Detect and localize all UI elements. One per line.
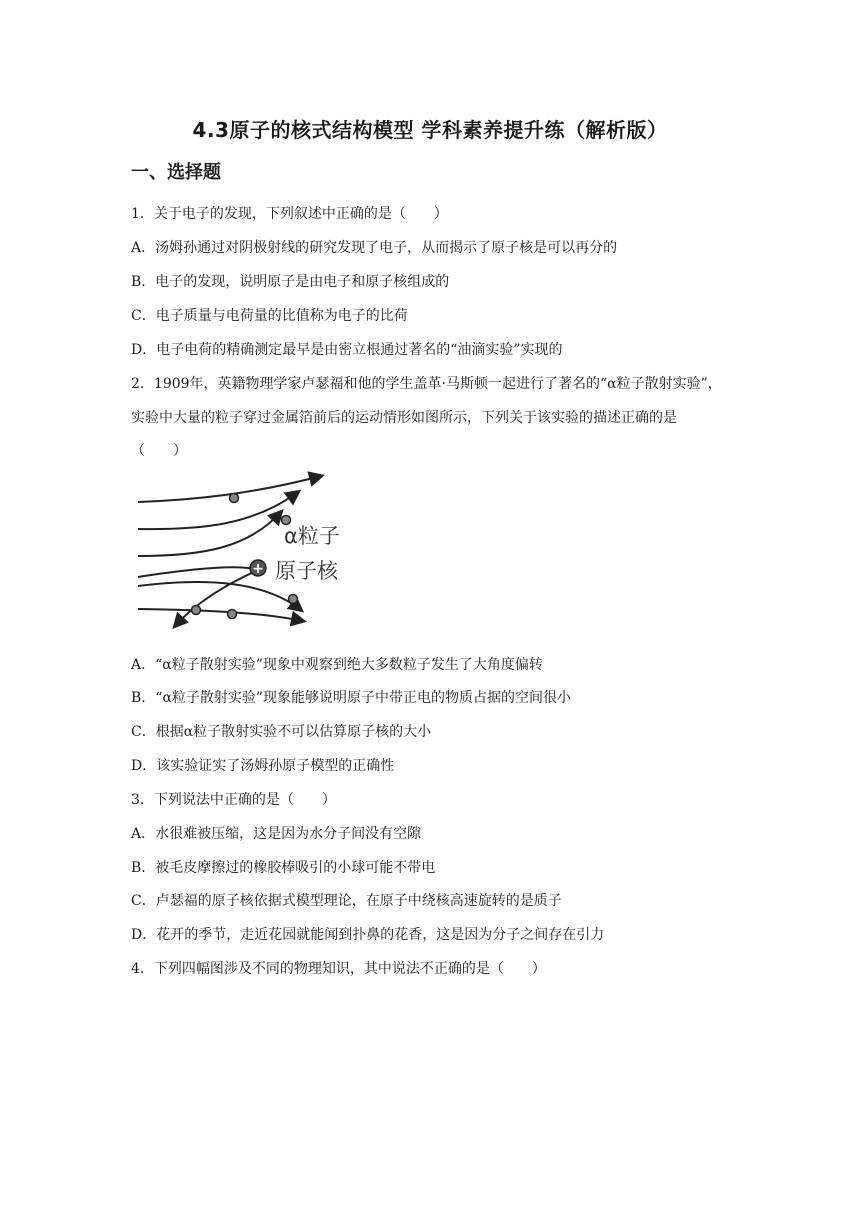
section-heading: 一、选择题 — [131, 162, 221, 183]
alpha-particle-1 — [230, 494, 239, 503]
trajectory-2 — [138, 492, 298, 529]
alpha-particle-4 — [228, 610, 237, 619]
alpha-particle-5 — [289, 595, 298, 604]
trajectory-3 — [138, 512, 281, 556]
question-1-option-a: A．汤姆孙通过对阴极射线的研究发现了电子，从而揭示了原子核是可以再分的 — [131, 240, 618, 256]
question-1-option-d: D．电子电荷的精确测定最早是由密立根通过著名的“油滴实验”实现的 — [131, 342, 563, 358]
document-title: 4.3原子的核式结构模型 学科素养提升练（解析版） — [192, 118, 668, 142]
question-2-option-a: A．“α粒子散射实验”现象中观察到绝大多数粒子发生了大角度偏转 — [131, 657, 543, 673]
question-2-stem-line-2: 实验中大量的粒子穿过金属箔前后的运动情形如图所示，下列关于该实验的描述正确的是 — [131, 410, 677, 426]
nucleus-label: 原子核 — [275, 559, 338, 583]
question-1-stem: 1．关于电子的发现，下列叙述中正确的是（ ） — [131, 206, 448, 222]
question-2-option-b: B．“α粒子散射实验”现象能够说明原子中带正电的物质占据的空间很小 — [131, 690, 572, 706]
trajectory-6 — [138, 609, 303, 621]
question-2-stem-line-1: 2．1909年，英籍物理学家卢瑟福和他的学生盖革·马斯顿一起进行了著名的“α粒子散射实验”， — [131, 376, 722, 392]
alpha-scattering-figure — [133, 470, 373, 632]
alpha-particle-label: α粒子 — [284, 524, 340, 548]
question-2-option-c: C．根据α粒子散射实验不可以估算原子核的大小 — [131, 724, 432, 740]
question-3-option-d: D．花开的季节，走近花园就能闻到扑鼻的花香，这是因为分子之间存在引力 — [131, 927, 605, 943]
alpha-particle-3 — [192, 606, 201, 615]
question-4-stem: 4．下列四幅图涉及不同的物理知识，其中说法不正确的是（ ） — [131, 961, 546, 977]
question-2-stem-line-3: （ ） — [131, 443, 187, 459]
nucleus-symbol: + — [252, 561, 264, 577]
trajectory-4 — [138, 567, 258, 626]
question-2-option-d: D．该实验证实了汤姆孙原子模型的正确性 — [131, 758, 395, 774]
question-3-stem: 3．下列说法中正确的是（ ） — [131, 792, 336, 808]
question-3-option-b: B．被毛皮摩擦过的橡胶棒吸引的小球可能不带电 — [131, 860, 436, 876]
trajectory-5 — [138, 582, 301, 610]
question-3-option-a: A．水很难被压缩，这是因为水分子间没有空隙 — [131, 826, 422, 842]
question-1-option-c: C．电子质量与电荷量的比值称为电子的比荷 — [131, 308, 408, 324]
question-1-option-b: B．电子的发现，说明原子是由电子和原子核组成的 — [131, 274, 450, 290]
question-3-option-c: C．卢瑟福的原子核依据式模型理论，在原子中绕核高速旋转的是质子 — [131, 893, 562, 909]
